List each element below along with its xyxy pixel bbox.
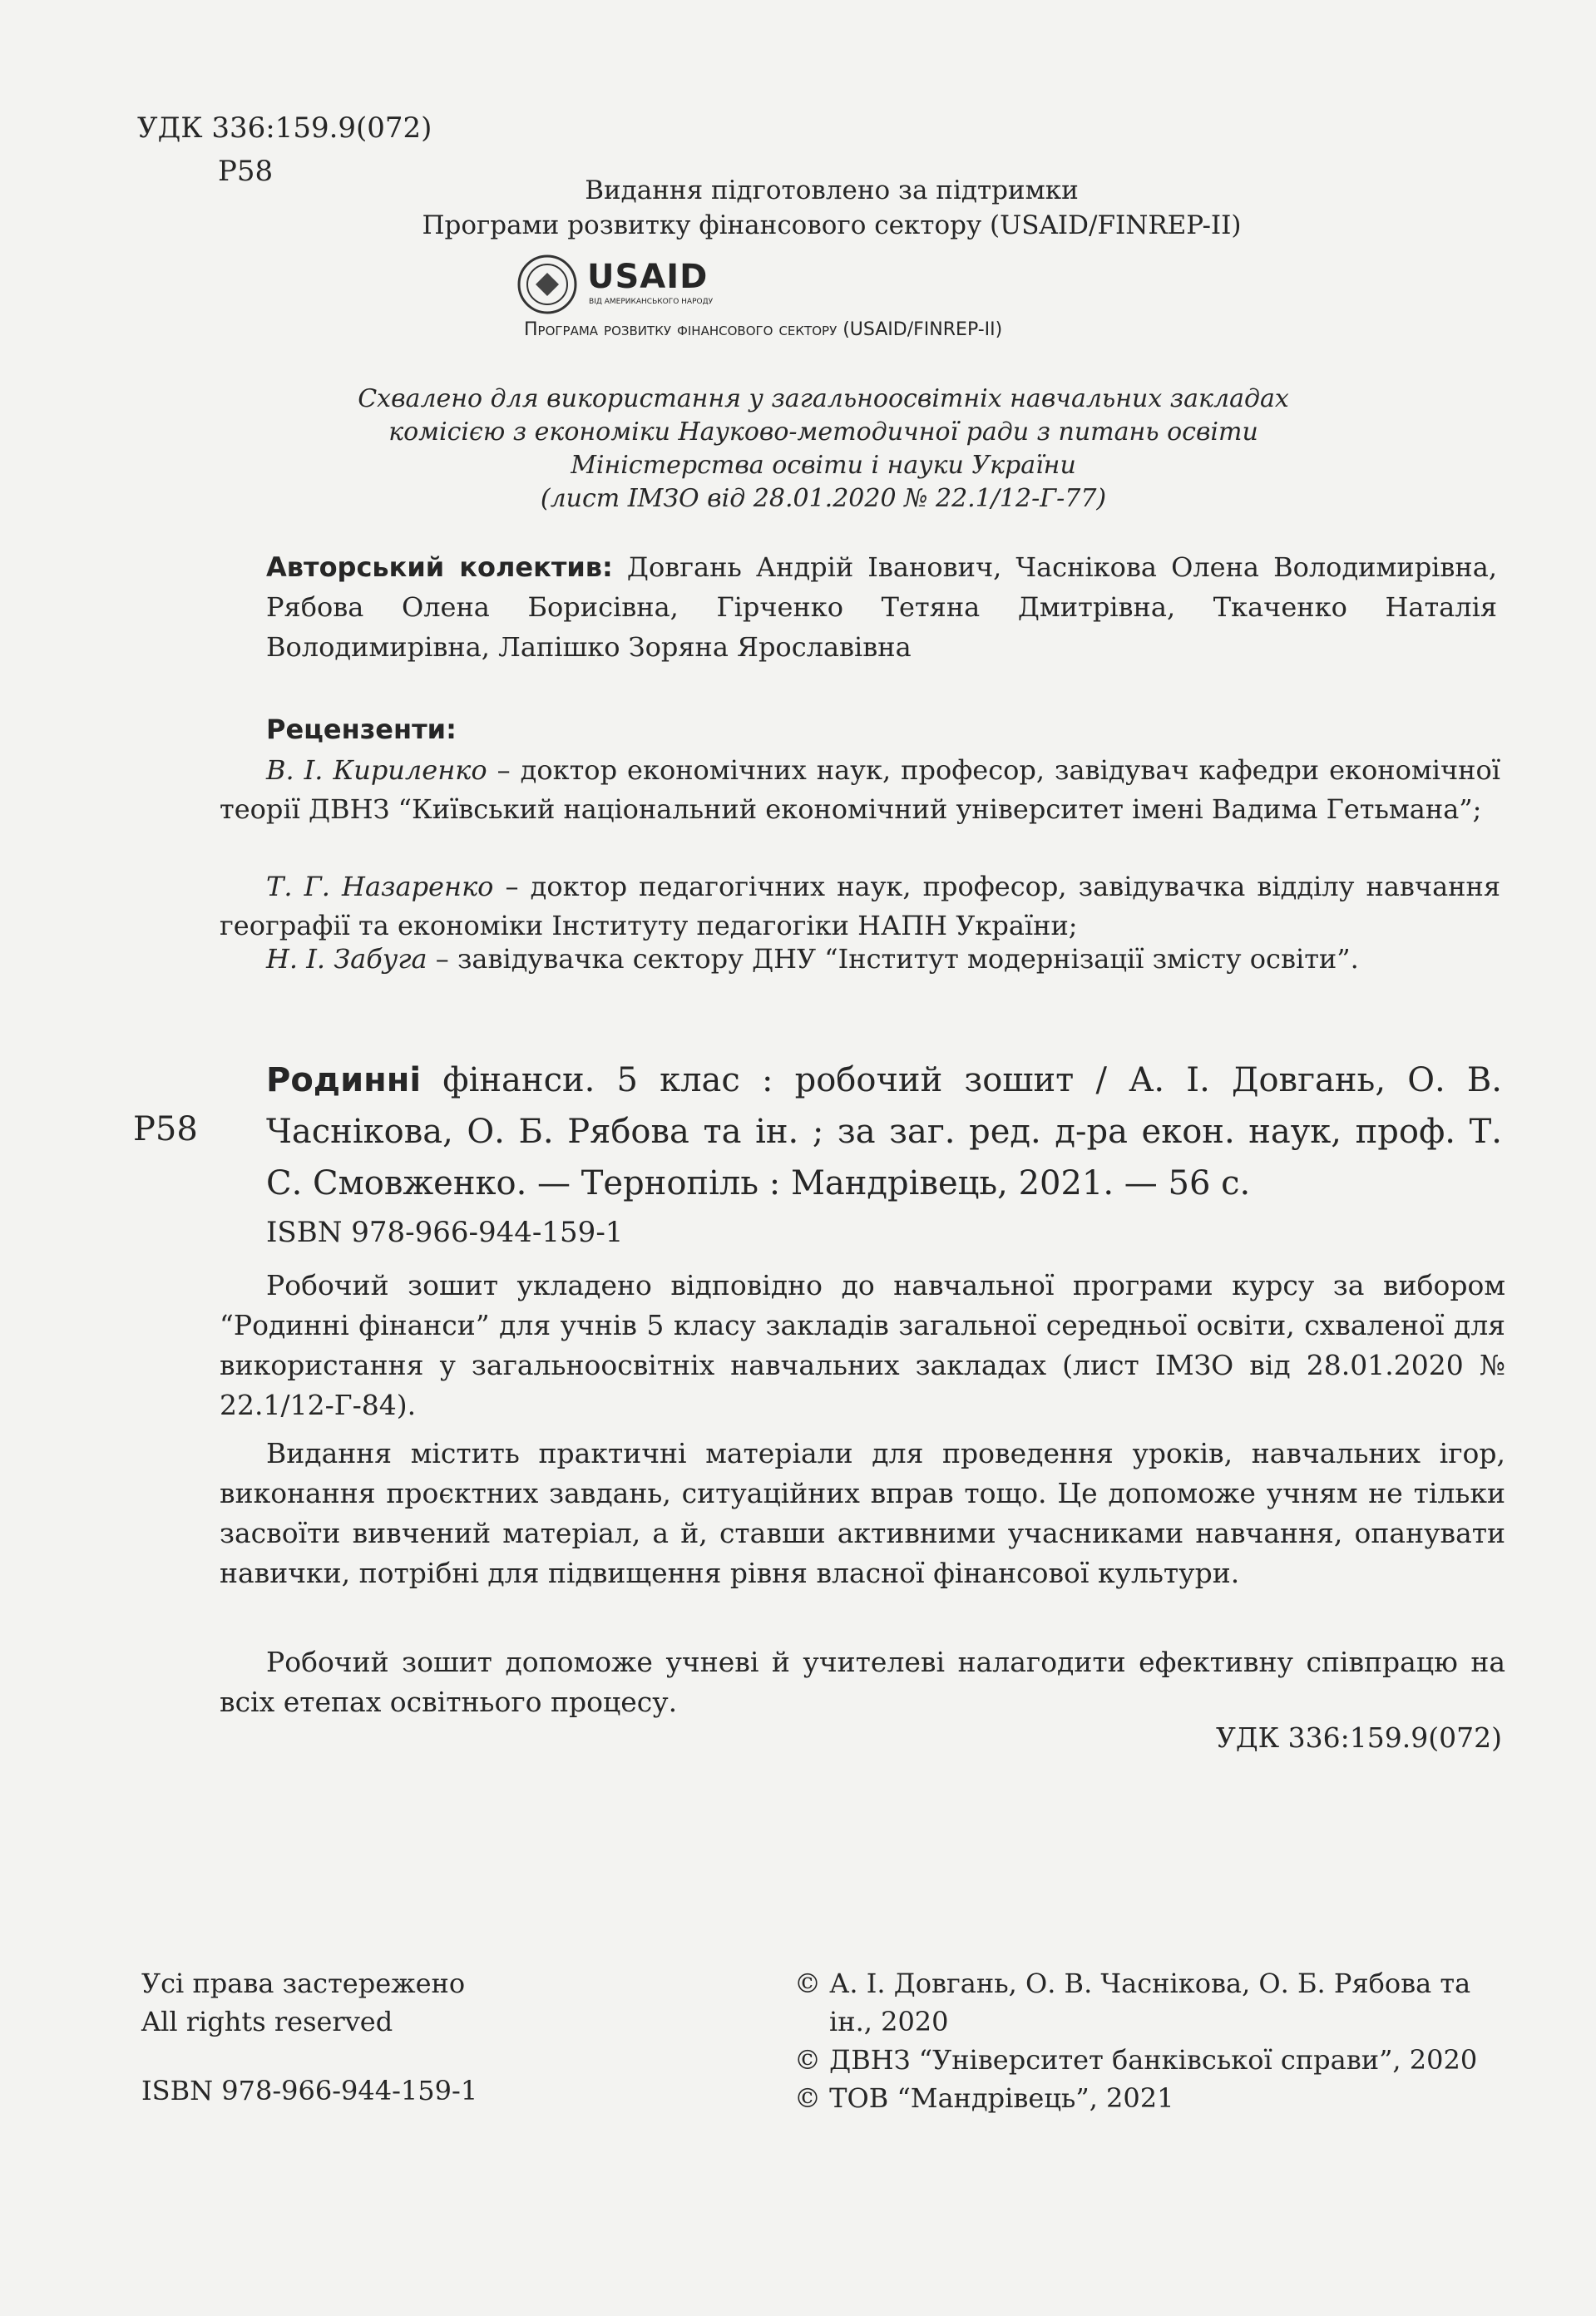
authors-block bbox=[266, 547, 1497, 667]
approval-line: (лист ІМЗО від 28.01.2020 № 22.1/12-Г-77) bbox=[540, 484, 1107, 513]
bibliographic-record bbox=[266, 1054, 1502, 1209]
udk-code: УДК 336:159.9(072) bbox=[137, 111, 432, 145]
usaid-tagline: ВІД АМЕРИКАНСЬКОГО НАРОДУ bbox=[589, 298, 714, 306]
udk-code-bottom: УДК 336:159.9(072) bbox=[1215, 1721, 1502, 1754]
reviewer-name: В. І. Кириленко bbox=[266, 754, 487, 786]
reviewer-item bbox=[220, 867, 1500, 946]
usaid-wordmark: USAID bbox=[587, 258, 709, 296]
annotation-paragraph: Робочий зошит укладено відповідно до навчальної програми курсу за вибором “Родинні фінанси” для учнів 5 класу закладів загальної середньої освіти, схваленої для використання у загальноосвітніх навчальних закладах (лист ІМЗО від 28.01.2020 № 22.1/12-Г-84). bbox=[220, 1269, 1505, 1421]
reviewer-item bbox=[220, 751, 1500, 829]
author-index: Р58 bbox=[218, 155, 274, 188]
approval-line: комісією з економіки Науково-методичної ради з питань освіти bbox=[388, 417, 1258, 447]
support-note bbox=[366, 173, 1297, 243]
support-line: Видання підготовлено за підтримки bbox=[585, 175, 1079, 205]
reviewer-name: Н. І. Забуга bbox=[266, 943, 427, 975]
reviewer-text: – завідувачка сектору ДНУ “Інститут модернізації змісту освіти”. bbox=[427, 943, 1359, 975]
approval-line: Схвалено для використання у загальноосвітніх навчальних закладах bbox=[358, 384, 1289, 413]
copyright-line: © А. І. Довгань, О. В. Часнікова, О. Б. Рябова та ін., 2020 bbox=[794, 1968, 1471, 2037]
program-caption: Програма розвитку фінансового сектору (USAID/FINREP-II) bbox=[524, 319, 1003, 340]
usaid-logo bbox=[507, 249, 1139, 349]
rights-line: Усі права застережено bbox=[141, 1968, 466, 1999]
copyright-block bbox=[794, 1964, 1508, 2117]
book-description: фінанси. 5 клас : робочий зошит / А. І. Довгань, О. В. Часнікова, О. Б. Рябова та ін. ; за заг. ред. д-ра екон. наук, проф. Т. С. Смовженко. — Тернопіль : Мандрівець, 2021. — 56 с. bbox=[266, 1061, 1502, 1202]
book-index: Р58 bbox=[133, 1110, 198, 1148]
rights-line: All rights reserved bbox=[141, 2006, 393, 2037]
book-isbn: ISBN 978-966-944-159-1 bbox=[266, 1216, 624, 1249]
copyright-line: © ДВНЗ “Університет банківської справи”, 2020 bbox=[794, 2044, 1478, 2076]
book-title: Родинні bbox=[266, 1061, 422, 1099]
copyright-line: © ТОВ “Мандрівець”, 2021 bbox=[794, 2082, 1174, 2114]
reviewer-text: – доктор економічних наук, професор, завідувач кафедри економічної теорії ДВНЗ “Київський національний економічний університет імені Вадима Гетьмана”; bbox=[220, 754, 1501, 825]
reviewer-name: Т. Г. Назаренко bbox=[266, 871, 494, 902]
authors-names: Довгань Андрій Іванович, Часнікова Олена Володимирівна, Рябова Олена Борисівна, Гірченко Тетяна Дмитрівна, Ткаченко Наталія Володимирівна, Лапішко Зоряна Ярославівна bbox=[266, 551, 1498, 663]
approval-note bbox=[250, 383, 1397, 516]
rights-block bbox=[141, 1964, 465, 2041]
reviewers-title: Рецензенти: bbox=[266, 714, 457, 745]
isbn-bottom: ISBN 978-966-944-159-1 bbox=[141, 2075, 478, 2106]
annotation-paragraph: Робочий зошит допоможе учневі й учителеві налагодити ефективну співпрацю на всіх етепах освітнього процесу. bbox=[220, 1646, 1505, 1718]
authors-label: Авторський колектив: bbox=[266, 551, 613, 583]
support-line: Програми розвитку фінансового сектору (USAID/FINREP-II) bbox=[422, 210, 1242, 240]
reviewer-item bbox=[220, 940, 1500, 979]
reviewer-text: – доктор педагогічних наук, професор, завідувачка відділу навчання географії та економіки Інституту педагогіки НАПН України; bbox=[220, 871, 1501, 941]
approval-line: Міністерства освіти і науки України bbox=[571, 451, 1076, 480]
annotation-paragraph: Видання містить практичні матеріали для проведення уроків, навчальних ігор, виконання проєктних завдань, ситуаційних вправ тощо. Це допоможе учням не тільки засвоїти вивчений матеріал, а й, ставши активними учасниками навчання, опанувати навички, потрібні для підвищення рівня власної фінансової культури. bbox=[220, 1437, 1505, 1589]
